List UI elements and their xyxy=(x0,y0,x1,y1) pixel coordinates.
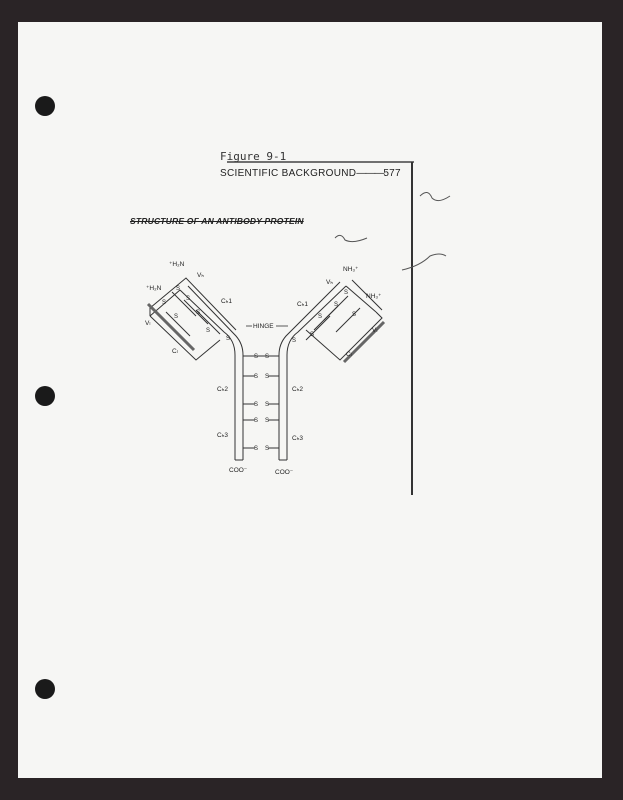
page-number: 577 xyxy=(383,168,401,179)
disulfide-s: S xyxy=(352,312,357,318)
disulfide-s: S xyxy=(265,354,270,360)
ch3-label: Cₕ3 xyxy=(217,432,228,439)
disulfide-s: S xyxy=(265,446,270,452)
n-terminus-label: ⁺H₂N xyxy=(169,261,185,268)
disulfide-s: S xyxy=(254,374,259,380)
disulfide-s: S xyxy=(186,296,191,302)
disulfide-s: S xyxy=(318,314,323,320)
figure-label: Figure 9-1 xyxy=(220,150,287,163)
disulfide-s: S xyxy=(206,328,211,334)
disulfide-s: S xyxy=(174,314,179,320)
vh-label: Vₕ xyxy=(197,272,204,279)
disulfide-s: S xyxy=(162,300,167,306)
disulfide-s: S xyxy=(176,286,181,292)
c-terminus-label: COO⁻ xyxy=(275,469,294,476)
disulfide-s: S xyxy=(310,332,315,338)
ch2-label: Cₕ2 xyxy=(217,386,228,393)
disulfide-s: S xyxy=(265,402,270,408)
ch1-label: Cₕ1 xyxy=(221,298,232,305)
diagram-title: STRUCTURE OF AN ANTIBODY PROTEIN xyxy=(130,216,304,226)
pen-mark xyxy=(335,235,367,241)
c-terminus-label: COO⁻ xyxy=(229,467,248,474)
section-header-line: SCIENTIFIC BACKGROUND———577 xyxy=(220,168,401,179)
n-terminus-label: NH₃⁺ xyxy=(366,293,382,300)
disulfide-s: S xyxy=(254,446,259,452)
disulfide-s: S xyxy=(265,418,270,424)
pen-mark xyxy=(402,254,446,270)
cl-label: Cₗ xyxy=(172,348,178,355)
pen-mark xyxy=(420,192,450,200)
n-terminus-label: NH₃⁺ xyxy=(343,266,359,273)
section-header: SCIENTIFIC BACKGROUND xyxy=(220,168,357,179)
hinge-label: HINGE xyxy=(253,323,274,330)
disulfide-s: S xyxy=(265,374,270,380)
n-terminus-label: ⁺H₂N xyxy=(146,285,162,292)
disulfide-s: S xyxy=(226,336,231,342)
disulfide-s: S xyxy=(254,354,259,360)
cl-label: Cₗ xyxy=(346,351,352,358)
ch1-label: Cₕ1 xyxy=(297,301,308,308)
disulfide-s: S xyxy=(196,310,201,316)
vl-label: Vₗ xyxy=(145,320,151,327)
disulfide-s: S xyxy=(344,290,349,296)
vh-label: Vₕ xyxy=(326,279,333,286)
ch3-label: Cₕ3 xyxy=(292,435,303,442)
disulfide-s: S xyxy=(292,338,297,344)
disulfide-s: S xyxy=(254,418,259,424)
disulfide-s: S xyxy=(254,402,259,408)
ch2-label: Cₕ2 xyxy=(292,386,303,393)
vl-label: Vₗ xyxy=(372,327,378,334)
disulfide-s: S xyxy=(334,302,339,308)
